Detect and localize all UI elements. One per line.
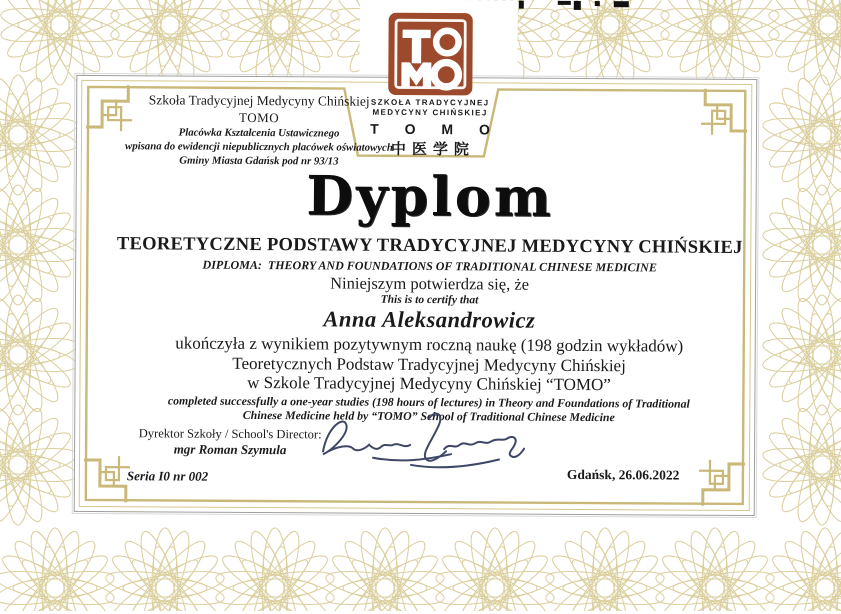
- body-text-pl: [89, 333, 768, 396]
- body-pl-line: Teoretycznych Podstaw Tradycyjnej Medycyny Chińskiej: [232, 353, 626, 375]
- body-en-line: completed successfully a one-year studies (198 hours of lectures) in Theory and Foundations of Traditional: [167, 393, 690, 411]
- issuer-status-line: Placówka Kształcenia Ustawicznego: [178, 126, 340, 140]
- director-signature: [313, 407, 528, 472]
- director-label: Dyrektor Szkoły / School's Director:: [138, 426, 322, 442]
- subject-title-en: DIPLOMA: THEORY AND FOUNDATIONS OF TRADITIONAL CHINESE MEDICINE: [202, 257, 657, 275]
- series-number: Seria I0 nr 002: [126, 468, 209, 484]
- issuer-short-name: TOMO: [239, 109, 280, 126]
- tomo-seal: [386, 11, 475, 98]
- recipient-name: Anna Aleksandrowicz: [323, 306, 536, 333]
- diploma-title: Dyplom: [306, 163, 555, 229]
- certify-statement-pl: Niniejszym potwierdza się, że: [330, 273, 530, 294]
- body-pl-line: w Szkole Tradycyjnej Medycyny Chińskiej “TOMO”: [247, 372, 611, 395]
- seal-caption-line: MEDYCYNY CHIŃSKIEJ: [372, 107, 488, 118]
- issuer-registry-number: Gminy Miasta Gdańsk pod nr 93/13: [179, 154, 339, 168]
- director-name: mgr Roman Szymula: [173, 441, 287, 458]
- certify-statement-en: This is to certify that: [380, 293, 479, 307]
- seal-caption-chinese: 中医学院: [390, 141, 475, 159]
- body-en-line: Chinese Medicine held by “TOMO” School of Traditional Chinese Medicine: [242, 407, 615, 424]
- seal-caption-line: SZKOŁA TRADYCYJNEJ: [370, 97, 490, 108]
- subject-title-pl: TEORETYCZNE PODSTAWY TRADYCYJNEJ MEDYCYNY CHIŃSKIEJ: [116, 234, 743, 258]
- place-and-date: Gdańsk, 26.06.2022: [566, 466, 680, 483]
- issuer-name: Szkoła Tradycyjnej Medycyny Chińskiej: [148, 92, 370, 109]
- seal-caption-tomo: T O M O: [370, 120, 501, 138]
- issuer-registry-line: wpisana do ewidencji niepublicznych placówek oświatowych: [124, 140, 393, 154]
- body-pl-line: ukończyła z wynikiem pozytywnym roczną naukę (198 godzin wykładów): [175, 333, 684, 356]
- seal-caption: [353, 98, 507, 160]
